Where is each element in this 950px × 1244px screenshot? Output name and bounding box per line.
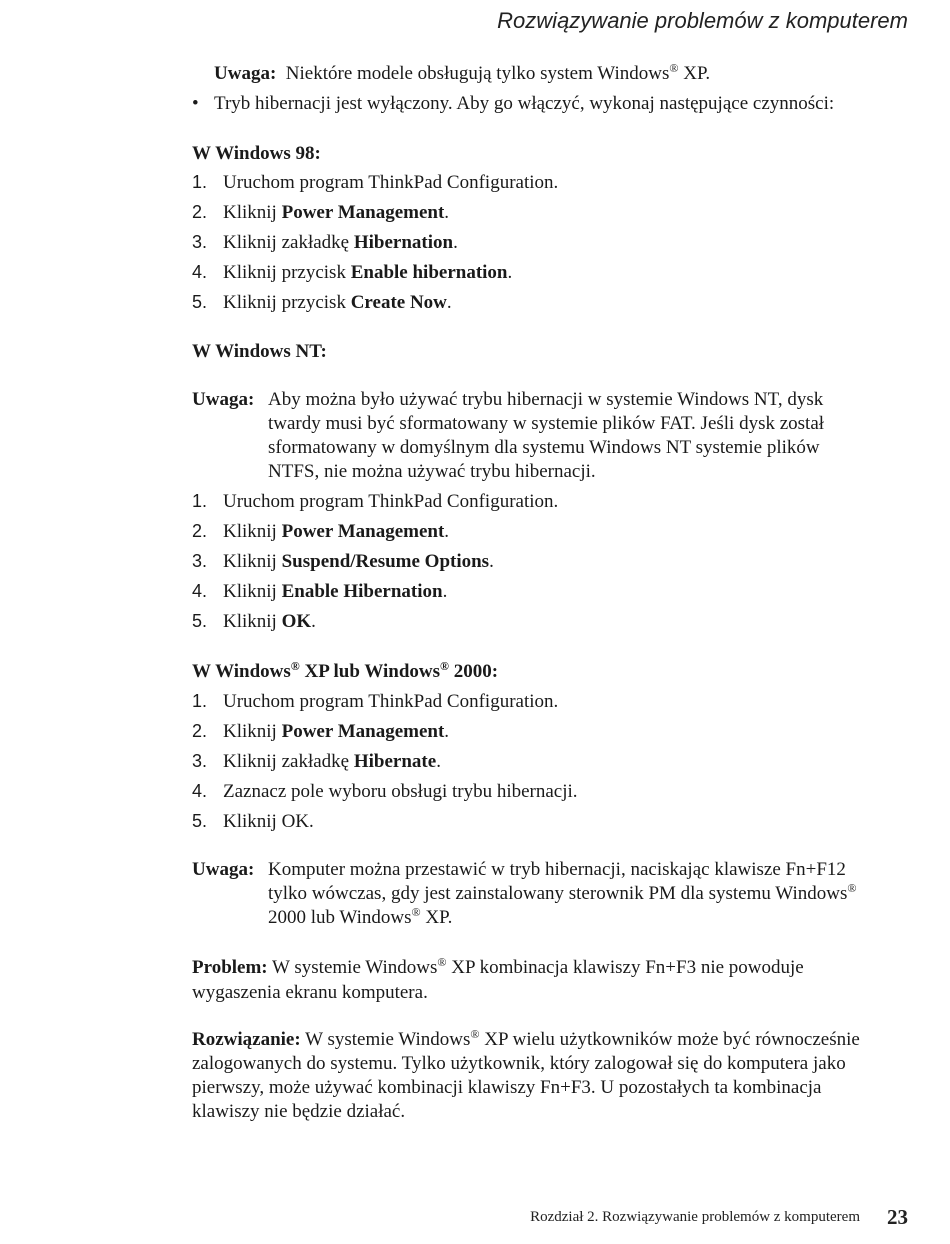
note2-line: [268, 906, 452, 930]
step-text-bold: Enable hibernation: [350, 262, 508, 283]
step-text-plain: Uruchom program ThinkPad Configuration.: [223, 691, 559, 712]
step-number: 1.: [192, 691, 208, 711]
step-text: [223, 231, 458, 255]
step-text-plain: Kliknij: [223, 202, 282, 223]
step-text-plain: Kliknij: [223, 611, 282, 632]
step-text-plain: Uruchom program ThinkPad Configuration.: [223, 172, 559, 193]
bullet-text: Tryb hibernacji jest wyłączony. Aby go włączyć, wykonaj następujące czynności:: [214, 93, 835, 114]
top-note-text-end: XP.: [678, 63, 711, 84]
registered-mark: ®: [470, 1027, 480, 1041]
note2-line-text: tylko wówczas, gdy jest zainstalowany sterownik PM dla systemu Windows: [268, 883, 848, 904]
registered-mark: ®: [290, 659, 300, 673]
step-text-plain: Kliknij OK.: [223, 811, 314, 832]
registered-mark: ®: [411, 905, 421, 919]
step-text-plain: .: [444, 721, 450, 742]
note-line: Aby można było używać trybu hibernacji w systemie Windows NT, dysk: [268, 389, 824, 410]
section-heading-winxp: [192, 660, 498, 684]
step-text-bold: OK: [281, 611, 312, 632]
solution-label: Rozwiązanie:: [192, 1029, 301, 1050]
bullet-item: [192, 92, 199, 116]
step-number: 3.: [192, 232, 208, 252]
step-text-bold: Power Management: [281, 521, 445, 542]
solution-line: pierwszy, może używać kombinacji klawiszy Fn+F3. U pozostałych ta kombinacja: [192, 1077, 822, 1098]
step-text-plain: Kliknij zakładkę: [223, 232, 354, 253]
step-text-bold: Power Management: [281, 202, 445, 223]
step-text: [223, 750, 441, 774]
step-text-plain: .: [489, 551, 494, 572]
winxp-heading-part: W Windows: [192, 661, 291, 682]
footer-chapter: Rozdział 2. Rozwiązywanie problemów z komputerem: [530, 1209, 860, 1225]
step-number: 4.: [192, 262, 208, 282]
note-line: NTFS, nie można używać trybu hibernacji.: [268, 461, 596, 482]
step-text: [223, 780, 578, 804]
solution-paragraph: [192, 1028, 912, 1052]
solution-line: zalogowanych do systemu. Tylko użytkownik, który zalogował się do komputera jako: [192, 1053, 846, 1074]
step-text: [223, 520, 449, 544]
step-text-plain: Kliknij: [223, 521, 282, 542]
step-number: 5.: [192, 292, 208, 312]
step-text-bold: Hibernate: [353, 751, 437, 772]
top-note-label: Uwaga:: [214, 63, 277, 84]
step-number: 4.: [192, 781, 208, 801]
step-text: [223, 720, 449, 744]
solution-text: XP wielu użytkowników może być równocześnie: [479, 1029, 860, 1050]
step-text-plain: Uruchom program ThinkPad Configuration.: [223, 491, 559, 512]
step-number: 3.: [192, 751, 208, 771]
problem-text: W systemie Windows: [267, 957, 438, 978]
note2-line: [268, 882, 857, 906]
section-heading-winnt: W Windows NT:: [192, 341, 327, 362]
step-number: 1.: [192, 491, 208, 511]
registered-mark: ®: [669, 61, 679, 75]
step-text: [223, 201, 449, 225]
step-number: 4.: [192, 581, 208, 601]
step-text-plain: Kliknij przycisk: [223, 262, 351, 283]
step-text-bold: Create Now: [350, 292, 447, 313]
solution-text: W systemie Windows: [300, 1029, 471, 1050]
step-number: 5.: [192, 611, 208, 631]
step-text-plain: Kliknij zakładkę: [223, 751, 354, 772]
step-number: 1.: [192, 172, 208, 192]
step-text-plain: .: [453, 232, 458, 253]
step-number: 2.: [192, 202, 208, 222]
registered-mark: ®: [847, 881, 857, 895]
step-text-bold: Enable Hibernation: [281, 581, 443, 602]
registered-mark: ®: [440, 659, 449, 673]
step-text: [223, 580, 447, 604]
step-text: [223, 171, 558, 195]
step-text-plain: .: [444, 521, 450, 542]
problem-label: Problem:: [192, 957, 268, 978]
note-line: sformatowany w domyślnym dla systemu Windows NT systemie plików: [268, 437, 820, 458]
note2-line-text: XP.: [420, 907, 453, 928]
step-text-plain: Kliknij: [223, 721, 282, 742]
winnt-note-label: Uwaga:: [192, 389, 255, 410]
step-number: 2.: [192, 521, 208, 541]
solution-line: klawiszy nie będzie działać.: [192, 1101, 406, 1122]
note2-label: Uwaga:: [192, 859, 255, 880]
step-text-plain: .: [507, 262, 513, 283]
step-text: [223, 810, 314, 834]
section-heading-win98: W Windows 98:: [192, 143, 321, 164]
step-text-plain: Zaznacz pole wyboru obsługi trybu hibernacji.: [223, 781, 578, 802]
problem-line2: wygaszenia ekranu komputera.: [192, 982, 428, 1003]
step-text-plain: .: [446, 292, 452, 313]
step-number: 3.: [192, 551, 208, 571]
step-text-plain: .: [442, 581, 448, 602]
note2-line-text: 2000 lub Windows: [268, 907, 412, 928]
step-text-plain: .: [436, 751, 441, 772]
running-header-title: Rozwiązywanie problemów z komputerem: [497, 8, 908, 33]
page-number: 23: [887, 1205, 908, 1229]
note-line: twardy musi być sformatowany w systemie plików FAT. Jeśli dysk został: [268, 413, 825, 434]
step-text: [223, 550, 494, 574]
step-number: 5.: [192, 811, 208, 831]
step-number: 2.: [192, 721, 208, 741]
top-note-text: Niektóre modele obsługują tylko system Windows: [285, 63, 670, 84]
winxp-heading-part: XP lub Windows: [299, 661, 441, 682]
step-text: [223, 490, 558, 514]
step-text: [223, 610, 316, 634]
problem-text: XP kombinacja klawiszy Fn+F3 nie powoduje: [446, 957, 804, 978]
step-text-plain: Kliknij: [223, 581, 282, 602]
top-note: [214, 62, 710, 86]
step-text-bold: Suspend/Resume Options: [281, 551, 490, 572]
step-text: [223, 261, 512, 285]
step-text-bold: Power Management: [281, 721, 445, 742]
step-text: [223, 690, 558, 714]
step-text-plain: .: [311, 611, 316, 632]
winxp-heading-part: 2000:: [448, 661, 499, 682]
step-text-plain: Kliknij przycisk: [223, 292, 351, 313]
bullet-symbol: •: [192, 93, 199, 114]
step-text: [223, 291, 452, 315]
registered-mark: ®: [437, 955, 447, 969]
problem-paragraph: [192, 956, 912, 980]
step-text-plain: .: [444, 202, 450, 223]
step-text-plain: Kliknij: [223, 551, 282, 572]
note2-line: Komputer można przestawić w tryb hibernacji, naciskając klawisze Fn+F12: [268, 859, 846, 880]
step-text-bold: Hibernation: [353, 232, 454, 253]
